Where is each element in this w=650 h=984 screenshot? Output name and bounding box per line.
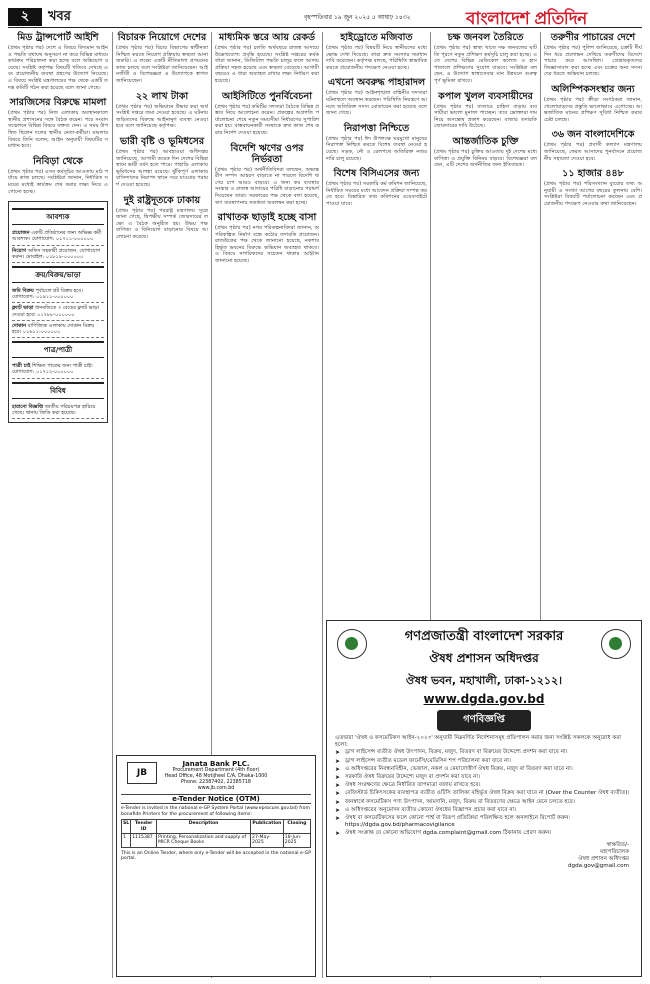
arrow-icon: ➤ (335, 830, 341, 838)
notice-item (327, 758, 641, 765)
table-header: Publication (251, 820, 284, 834)
ad-title: নিয়োগ (12, 247, 27, 254)
article (116, 136, 208, 189)
arrow-icon: ➤ (335, 815, 341, 823)
article-body: (প্রথম পৃষ্ঠার পর) পরিসংখ্যান ব্যুরোর তথ্য অনুযায়ী এ সংখ্যা আগের বছরের তুলনায় বেশি। সংশ্লিষ্টরা বিষয়টি পর্যালোচনা করছেন এবং প্রয়োজনীয় পদক্ষেপ নেওয়ার কথা জানিয়েছেন। (544, 181, 642, 207)
bank-phone: Phone: 22387402, 22385718 (181, 780, 251, 785)
article-body: (প্রথম পৃষ্ঠার পর) বিষয়টি নিয়ে স্থানীয়দের মধ্যে ক্ষোভ দেখা দিয়েছে। তারা দ্রুত সমস্যার সমাধান দাবি করেছেন। কর্তৃপক্ষ বলছে, পরিস্থিতি স্বাভাবিক করতে প্রয়োজনীয় পদক্ষেপ নেওয়া হচ্ছে। (326, 45, 427, 71)
notice-item (327, 782, 641, 789)
notice-govt-title: গণপ্রজাতন্ত্রী বাংলাদেশ সরকার (404, 629, 564, 644)
notice-item-text: জনস্বার্থে কসমেটিকস পণ্য উৎপাদন, আমদানি, মজুদ, বিক্রয় বা বিতরণের ক্ষেত্রে আইন মেনে চলতে হবে। (345, 798, 575, 805)
article-body: (প্রথম পৃষ্ঠার পর) নিজ এলাকায় অবস্থানকালে স্থানীয় প্রশাসনের সঙ্গে বৈঠক করেন। পরে সংবাদ সম্মেলনে বিভিন্ন বিষয়ে বক্তব্য দেন। এ সময় উপস্থিত ছিলেন দলের স্থানীয় নেতা-কর্মীরা। মামলার বিষয়ে তিনি বলেন, আইন অনুযায়ী বিষয়টির সমাধান হবে। (8, 110, 108, 150)
ad-body: জাতীয় পরিচয়পত্র হারিয়ে গেছে। থানায় জিডি করা হয়েছে। (12, 403, 96, 416)
column-rule (322, 32, 323, 978)
article-body: (প্রথম পৃষ্ঠার পর) এসব কর্মসূচির আওতায় মাঠ পর্যায়ে কাজ চলছে। সংশ্লিষ্টরা জানান, নির্ধারিত সময়ের মধ্যেই কার্যক্রম শেষ করার লক্ষ্য নিয়ে এগোনো হচ্ছে। (8, 168, 108, 195)
article-headline: নিরাপত্তা নিশ্চিতে (343, 122, 410, 134)
article-headline: এখনো অবরুদ্ধ পাহারাদল (327, 77, 426, 89)
notice-item-text: এ অধিদপ্তরের অনুমোদন ব্যতীত কোনো ঔষধের বিজ্ঞাপন প্রচার করা যাবে না। (345, 806, 517, 813)
notice-url: www.dgda.gov.bd (423, 692, 545, 706)
arrow-icon: ➤ (335, 765, 341, 773)
article-body: (প্রথম পৃষ্ঠার পর) চুক্তির আওতায় দুই দেশের মধ্যে বাণিজ্য ও প্রযুক্তি বিনিময় বাড়বে। বিশেষজ্ঞরা বলছেন, এটি দেশের অর্থনীতির জন্য ইতিবাচক। (434, 148, 537, 169)
ad-body: ধানমন্ডিতে ৩ বেডের ফ্ল্যাট ভাড়া দেওয়া হবে। ০১৭৮৮-০০০০০০ (12, 305, 99, 318)
article-headline: মাধ্যমিক স্তরে আয় রেকর্ড (219, 32, 315, 43)
table-cell: 18-Jun-2025 (283, 834, 310, 848)
classified-ad (12, 246, 104, 263)
article (544, 168, 642, 207)
table-header-row (122, 820, 311, 834)
column-rule (112, 32, 113, 978)
arrow-icon: ➤ (335, 757, 341, 765)
dgda-logo-icon (601, 629, 631, 659)
bank-address: Head Office, 48 Motijheel C/A, Dhaka-1000 (164, 774, 268, 779)
article-body: (প্রথম পৃষ্ঠার পর) সরকারি কর্ম কমিশন জানিয়েছে, নির্ধারিত সময়ের মধ্যে আবেদন প্রক্রিয়া সম্পন্ন করতে হবে। বিস্তারিত তথ্য কমিশনের ওয়েবসাইটে পাওয়া যাবে। (326, 181, 427, 207)
article (544, 32, 642, 78)
table-header: Description (157, 820, 251, 834)
article-body: (প্রথম পৃষ্ঠার পর) বিচার বিভাগের স্বাধীনতা নিশ্চিত করতে নিয়োগ প্রক্রিয়ায় স্বচ্ছতা আনা জরুরি। এ লক্ষ্যে একটি নীতিমালা প্রণয়নের কাজ চলছে বলে সংশ্লিষ্টরা জানিয়েছেন। আইনজীবী ও বিশেষজ্ঞরা এ উদ্যোগকে স্বাগত জানিয়েছেন। (116, 45, 208, 84)
article-headline: মিড ট্রান্সপোর্ট আইশি (17, 32, 99, 43)
ad-title: হারানো বিজ্ঞপ্তি (12, 403, 43, 410)
dgda-public-notice (326, 620, 642, 977)
article-headline: চক্ষ জনবল তৈরিতে (447, 32, 524, 43)
classified-heading: পাত্র/পাত্রী (12, 341, 104, 358)
ad-body: একটি প্রতিষ্ঠানের জন্য অভিজ্ঞ কর্মী আবশ্যক। যোগাযোগ: ০১৭১১-০০০০০০ (12, 230, 102, 243)
article-headline: রাখাতক ছাড়াই হচ্ছে বাসা (217, 212, 317, 224)
article-headline: কপাল খুলল ব্যবসায়ীদের (438, 90, 533, 102)
table-cell: Printing, Personalization and supply of MICR Cheque Books (157, 834, 251, 848)
notice-item-text: ড্রাগ লাইসেন্স ব্যতীত ঔষধ উৎপাদন, বিক্রয়, মজুদ, বিতরণ বা বিক্রয়ের উদ্দেশ্যে প্রদর্শন করা যাবে না। (345, 749, 568, 756)
tender-table (121, 819, 311, 848)
ad-title: প্রয়োজন (12, 230, 30, 237)
notice-item-text: ড্রাগ লাইসেন্স ব্যতীত মডেল ফার্মেসি/মেডিসিন শপ পরিচালনা করা যাবে না। (345, 757, 511, 764)
article-headline: সারজিসের বিরুদ্ধে মামলা (9, 97, 107, 109)
signature-email: dgda.gov@gmail.com (568, 862, 629, 869)
article (434, 136, 537, 169)
article (434, 91, 537, 130)
notice-item (327, 774, 641, 781)
article (116, 32, 208, 85)
arrow-icon: ➤ (335, 790, 341, 798)
article (326, 168, 427, 207)
article (215, 91, 319, 137)
classified-heading: ক্রয়/বিক্রয়/ভাড়া (12, 266, 104, 283)
article-headline: নিবিড়া থেকে (33, 155, 83, 167)
article-body: (প্রথম পৃষ্ঠার পর) আবহাওয়া অধিদপ্তর জানিয়েছে, আগামী কয়েক দিন দেশের বিভিন্ন স্থানে ভারী বর্ষণ হতে পারে। পাহাড়ি এলাকায় ভূমিধসের আশঙ্কা রয়েছে। ঝুঁকিপূর্ণ এলাকার বাসিন্দাদের নিরাপদ স্থানে সরে যাওয়ার পরামর্শ দেওয়া হয়েছে। (116, 148, 208, 188)
classified-ad (12, 402, 104, 419)
arrow-icon: ➤ (335, 774, 341, 782)
signature-name: স্বাক্ষরিত/- (606, 841, 629, 848)
ad-body: পূর্বাচলে প্লট বিক্রয় হবে। যোগাযোগ: ০১৯১১-০০০০০০ (12, 287, 83, 301)
notice-address: ঔষধ ভবন, মহাখালী, ঢাকা-১২১২। (405, 674, 563, 687)
signature-title: মহাপরিচালক (600, 848, 629, 855)
classified-heading: বিবিধ (12, 382, 104, 399)
article (8, 97, 108, 150)
bank-name: Janata Bank PLC. (182, 760, 250, 768)
classified-ad (12, 286, 104, 303)
notice-intro: এতদ্বারা 'ঔষধ ও কসমেটিকস আইন-২০২৩' অনুযায়ী নিম্নবর্ণিত নির্দেশনাসমূহ প্রতিপালন করার জন্য সংশ্লিষ্ট সকলকে অনুরোধ করা হলো: (335, 735, 622, 749)
govt-seal-icon (337, 629, 367, 659)
table-header: Tender ID (131, 820, 157, 834)
classified-ad (12, 228, 104, 245)
column-1 (8, 32, 108, 978)
notice-item (327, 749, 641, 756)
article (326, 123, 427, 162)
article-body: (প্রথম পৃষ্ঠার পর) প্রবাসী কল্যাণ মন্ত্রণালয় জানিয়েছে, ফেরত আসাদের পুনর্বাসনে প্রয়োজনীয় সহায়তা দেওয়া হবে। (544, 142, 642, 162)
notice-item-text: ঔষধ সংক্রান্ত যে কোনো অভিযোগ dgda.complaint@gmail.com ঠিকানায় প্রেরণ করুন। (345, 830, 552, 837)
classified-ad (12, 361, 104, 378)
article-headline: ভারী বৃষ্টি ও ভূমিধসের (119, 135, 205, 147)
article-headline: ৩৬ জন বাংলাদেশিকে (551, 129, 635, 141)
ad-title: পাত্রী চাই (12, 363, 31, 370)
notice-org: ঔষধ প্রশাসন অধিদপ্তর (429, 651, 539, 665)
notice-item (327, 815, 641, 829)
article (544, 84, 642, 123)
ad-body: বাণিজ্যিক এলাকায় দোকান বিক্রয় হবে। ০১৬১১-০০০০০০ (12, 322, 95, 335)
arrow-icon: ➤ (335, 806, 341, 814)
article-body: (প্রথম পৃষ্ঠার পর) চলতি অর্থবছরে রাজস্ব আদায়ে উল্লেখযোগ্য প্রবৃদ্ধি হয়েছে। সংশ্লিষ্ট দপ্তরের কর্মকর্তারা জানান, ডিজিটাল পদ্ধতি চালুর ফলে আদায় প্রক্রিয়া সহজ হয়েছে এবং স্বচ্ছতা বেড়েছে। আগামী বছরেও এ ধারা অব্যাহত রাখার লক্ষ্য নির্ধারণ করা হয়েছে। (215, 45, 319, 84)
article (326, 77, 427, 116)
arrow-icon: ➤ (335, 782, 341, 790)
classified-ad (12, 321, 104, 338)
article-body: (প্রথম পৃষ্ঠার পর) পররাষ্ট্র মন্ত্রণালয় সূত্রে জানা গেছে, দ্বিপক্ষীয় সম্পর্ক জোরদারের লক্ষ্যে এ বৈঠক অনুষ্ঠিত হয়। উভয় পক্ষ বাণিজ্য ও বিনিয়োগ বাড়ানোর বিষয়ে আলোচনা করেছে। (116, 207, 208, 240)
ad-body: শিক্ষিত পাত্রের জন্য পাত্রী চাই। যোগাযোগ: ০১৭১২-০০০০০০ (12, 363, 93, 376)
article-body: (প্রথম পৃষ্ঠার পর) অর্থনীতিবিদরা বলছেন, অভ্যন্তরীণ সম্পদ আহরণ বাড়াতে না পারলে বিদেশি ঋণের চাপ আরও বাড়বে। এ জন্য কর ব্যবস্থার সংস্কার ও রাজস্ব আদায়ের পরিধি বাড়ানোর পরামর্শ দিয়েছেন তারা। সরকারের পক্ষ থেকে বলা হয়েছে, ঋণ ব্যবস্থাপনায় সতর্কতা অবলম্বন করা হচ্ছে। (215, 166, 319, 206)
article-headline: বিদেশি ঋণের ওপর নির্ভরতা (230, 142, 304, 165)
article-headline: অলিম্পিকসংস্থার জন্য (551, 83, 635, 95)
ad-title: ফ্ল্যাট ভাড়া (12, 305, 34, 312)
bank-web: www.jb.com.bd (197, 786, 235, 791)
article (434, 32, 537, 85)
article (326, 32, 427, 71)
classified-heading: আবশ্যক (12, 208, 104, 225)
table-cell: 27-May-2025 (251, 834, 284, 848)
classified-ad (12, 303, 104, 320)
arrow-icon: ➤ (335, 798, 341, 806)
article-body: (প্রথম পৃষ্ঠার পর) ঈদ উপলক্ষে ঘরমুখো মানুষের নিরাপত্তা নিশ্চিত করতে বিশেষ ব্যবস্থা নেওয়া হয়েছে। সড়ক, নৌ ও রেলপথে অতিরিক্ত নজরদারি চালু রয়েছে। (326, 135, 427, 162)
section-name: খবর (48, 9, 71, 24)
article-body: (প্রথম পৃষ্ঠার পর) নগর পরিকল্পনাবিদরা জানান, অপরিকল্পিত নির্মাণ বন্ধে কঠোর তদারকি প্রয়োজন। রাজউকের পক্ষ থেকে জানানো হয়েছে, নকশাবহির্ভূত ভবনের বিরুদ্ধে অভিযান অব্যাহত থাকবে। এ বিষয়ে নাগরিকদের সচেতন থাকার আহ্বান জানানো হয়েছে। (215, 225, 319, 265)
notice-item-text: ঔষধ সংরক্ষণের ক্ষেত্রে নির্ধারিত তাপমাত্রা বজায় রাখতে হবে। (345, 782, 481, 789)
article-body: (প্রথম পৃষ্ঠার পর) স্বাস্থ্য খাতে দক্ষ জনবলের ঘাটতি পূরণে নতুন প্রশিক্ষণ কর্মসূচি চালু করা হচ্ছে। এতে দেশের বিভিন্ন মেডিকেল কলেজ ও হাসপাতালে প্রশিক্ষণের সুযোগ বাড়বে। সংশ্লিষ্টরা বলছেন, এ উদ্যোগ স্বাস্থ্যসেবার মান উন্নয়নে গুরুত্বপূর্ণ ভূমিকা রাখবে। (434, 45, 537, 84)
notice-item (327, 766, 641, 773)
article-body: (প্রথম পৃষ্ঠার পর) অভিযানে উদ্ধার করা অর্থ সংশ্লিষ্ট দপ্তরে জমা দেওয়া হয়েছে। এ ঘটনায় জড়িতদের বিরুদ্ধে আইনানুগ ব্যবস্থা নেওয়া হবে বলে জানিয়েছে কর্তৃপক্ষ। (116, 103, 208, 130)
issue-date: বৃহস্পতিবার ১৯ জুন ২০২৫ ৫ আষাঢ় ১৪৩২ (304, 14, 411, 21)
bank-dept: Procurement Department (4th floor) (172, 768, 260, 773)
article-body: (প্রথম পৃষ্ঠার পর) দেশে এ বিষয়ে বিদ্যমান আইন ও পদ্ধতি যথাযথ অনুসরণ না করে বিভিন্ন মাধ্যমে কার্যক্রম পরিচালনা করা হচ্ছে বলে অভিযোগ রয়েছে। সংশ্লিষ্ট কর্তৃপক্ষ বিষয়টি খতিয়ে দেখছে এবং প্রয়োজনীয় ব্যবস্থা গ্রহণের উদ্যোগ নিয়েছে। এ বিষয়ে সংশ্লিষ্ট মন্ত্রণালয়ের পক্ষ থেকে একটি তদন্ত কমিটি গঠন করা হয়েছে বলে জানা গেছে। (8, 45, 108, 91)
notice-item (327, 830, 641, 837)
table-header: Closing (283, 820, 310, 834)
article (215, 143, 319, 207)
article-headline: বিচারক নিয়োগে দেশের (117, 32, 207, 43)
notice-item (327, 799, 641, 806)
article (215, 32, 319, 85)
page-header (8, 6, 642, 28)
article (544, 129, 642, 162)
tender-notice-title: e-Tender Notice (OTM) (121, 794, 311, 804)
notice-item-text: রেজিস্টার্ড চিকিৎসকের ব্যবস্থাপত্র ব্যতীত ওটিসি তালিকা বহির্ভূত ঔষধ বিক্রয় করা যাবে না (Over the Counter ঔষধ ব্যতীত)। (345, 790, 630, 797)
ad-title: জমি বিক্রয় (12, 287, 34, 294)
notice-item (327, 807, 641, 814)
article-body: (প্রথম পৃষ্ঠার পর) ক্রীড়া সংগঠকরা জানান, খেলোয়াড়দের প্রস্তুতি ভালোভাবে এগোচ্ছে। আন্তর্জাতিক মানের প্রশিক্ষণ সুবিধা নিশ্চিত করার চেষ্টা চলছে। (544, 96, 642, 123)
bank-logo-icon: JB (127, 762, 157, 784)
notice-item-text: ঔষধ বা কসমেটিকসের ফলে কোনো পার্শ্ব বা বিরূপ প্রতিক্রিয়া পরিলক্ষিত হলে অনলাইনে রিপোর্ট করুন: https://dgda.gov.bd/pharmacovigilance (345, 815, 571, 829)
article-headline: ১১ হাজার ৪৪৮ (562, 168, 624, 180)
notice-item-text: সরকারি ঔষধ বিক্রয়ের উদ্দেশ্যে মজুদ বা প্রদর্শন করা যাবে না। (345, 774, 481, 781)
tender-intro: e-Tender is invited in the national e-GP System Portal (www.eprocure.gov.bd) from bonafide Printers for the procurement of following items: (121, 806, 310, 817)
article (215, 212, 319, 265)
table-header: SL (122, 820, 131, 834)
article-headline: ২২ লাখ টাকা (135, 90, 189, 102)
article-headline: আন্তর্জাতিক চুক্তি (452, 135, 519, 147)
classifieds-box (8, 201, 108, 423)
table-cell: 1115387 (131, 834, 157, 848)
article-headline: তরুণীর পাচারের দেশে (550, 32, 636, 43)
table-row (122, 834, 311, 848)
article-headline: আইসিটিতে পুনর্বিবেচনা (222, 90, 312, 102)
signature-org: ঔষধ প্রশাসন অধিদপ্তর (578, 855, 629, 862)
bank-tender-ad (116, 755, 316, 977)
article-body: (প্রথম পৃষ্ঠার পর) আইনশৃঙ্খলা বাহিনীর সদস্যরা ঘটনাস্থলে অবস্থান করছেন। পরিস্থিতি নিয়ন্ত্রণে আনতে অতিরিক্ত সদস্য মোতায়েন করা হয়েছে বলে জানা গেছে। (326, 90, 427, 117)
article (8, 156, 108, 195)
ad-title: দোকান (12, 322, 27, 329)
article-body: (প্রথম পৃষ্ঠার পর) পুলিশ জানিয়েছে, চক্রটি দীর্ঘদিন ধরে প্রলোভন দেখিয়ে তরুণীদের বিদেশে পাচার করে আসছিল। গ্রেপ্তারকৃতদের জিজ্ঞাসাবাদ করা হচ্ছে এবং চক্রের অন্য সদস্যদের ধরতে অভিযান চলছে। (544, 45, 642, 78)
newspaper-logo: বাংলাদেশ প্রতিদিন (466, 9, 587, 29)
notice-item-text: এ অধিদপ্তরের নিবন্ধনবিহীন, ভেজাল, নকল ও মেয়াদোত্তীর্ণ ঔষধ বিক্রয়, মজুদ বা বিতরণ করা যাবে না। (345, 765, 573, 772)
ad-body: অফিস সহকারী প্রয়োজন, যোগাযোগ করুন। মোবাইল: ০১৮১৯-০০০০০০ (12, 247, 101, 260)
page-number: ২ (8, 8, 42, 26)
article (116, 91, 208, 130)
notice-label: গণবিজ্ঞপ্তি (437, 710, 531, 731)
article-headline: হাইড্রোতে মজিবাত (340, 32, 413, 43)
article (8, 32, 108, 91)
notice-item (327, 790, 641, 797)
arrow-icon: ➤ (335, 749, 341, 757)
article-headline: দুই রাষ্ট্রদূতকে ঢাকায় (123, 194, 201, 206)
article-body: (প্রথম পৃষ্ঠার পর) কমিটির সদস্যরা বৈঠকে বিভিন্ন প্রস্তাব নিয়ে আলোচনা করেন। প্রকল্পের অগ্রগতি পর্যালোচনা শেষে নতুন সময়সীমা নির্ধারণের সুপারিশ করা হয়। বাস্তবায়নকারী সংস্থাকে দ্রুত কাজ শেষ করার নির্দেশ দেওয়া হয়েছে। (215, 103, 319, 136)
tender-footer: This is an Online Tender, where only e-Tender will be accepted in the national e-GP portal. (121, 850, 311, 862)
article-body: (প্রথম পৃষ্ঠার পর) বাজারে চাহিদা বাড়ায় ব্যবসায়ীরা ভালো মুনাফা পাচ্ছেন। তবে ভোক্তারা দাম নিয়ে অসন্তোষ প্রকাশ করেছেন। বাজার তদারকি জোরদারের দাবি উঠেছে। (434, 103, 537, 130)
article-headline: বিশেষ বিসিএসের জন্য (333, 168, 420, 180)
article (116, 195, 208, 241)
table-cell: 1 (122, 834, 131, 848)
